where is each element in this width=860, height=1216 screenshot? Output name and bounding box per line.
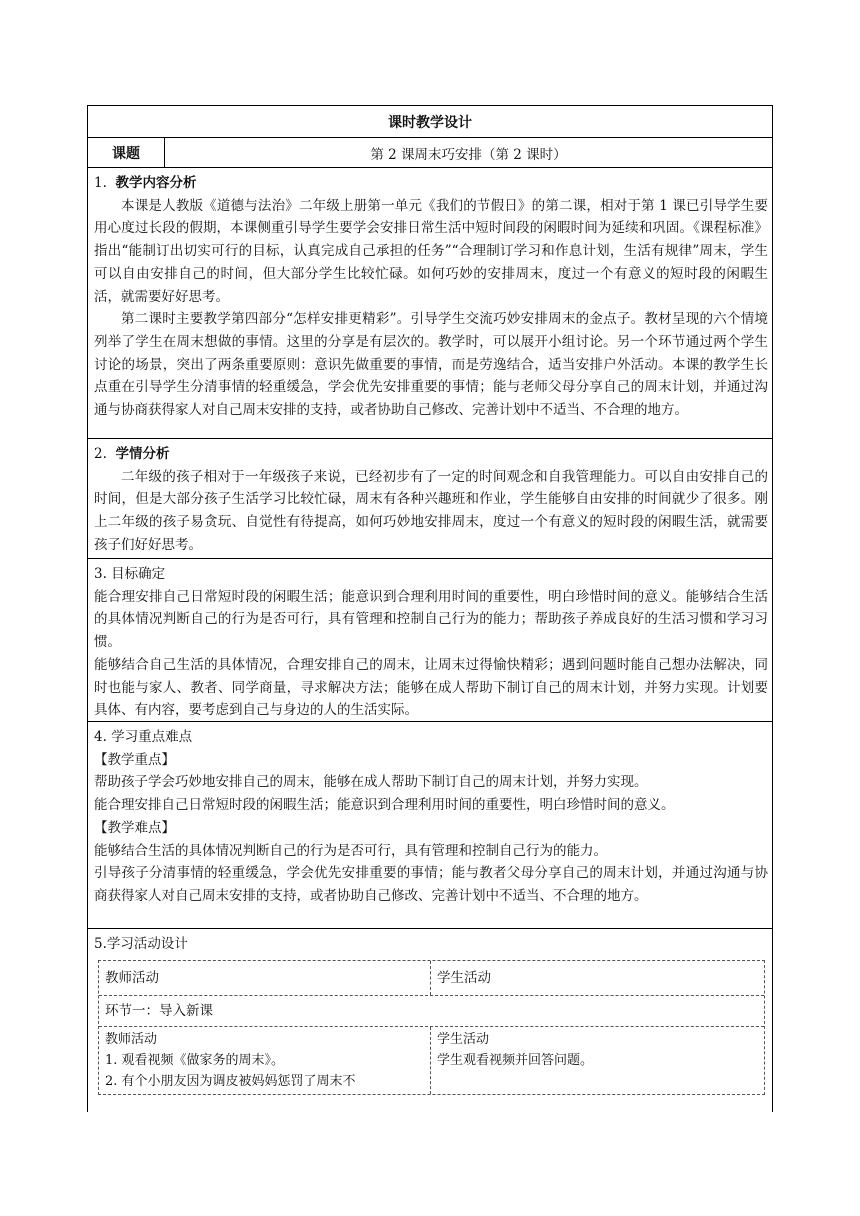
paragraph: 本课是人教版《道德与法治》二年级上册第一单元《我们的节假日》的第二课，相对于第 1 课已引导学生要用心度过长段的假期，本课侧重引导学生要学会安排日常生活中短时间段的闲暇时间为延续和巩固。《课程标准》指出“能制订出切实可行的目标，认真完成自己承担的任务”“合理制订学习和作息计划，生活有规律”周末，学生可以自由安排自己的时间，但大部分学生比较忙碌。如何巧妙的安排周末，度过一个有意义的短时段的闲暇生活，就需要好好思考。 bbox=[94, 197, 768, 305]
key-points-label: 【教学重点】 bbox=[94, 751, 175, 768]
section-content-analysis bbox=[88, 168, 772, 439]
lesson-design-document bbox=[87, 105, 773, 1112]
teacher-activity-label: 教师活动 bbox=[105, 1031, 158, 1047]
section-heading: 5.学习活动设计 bbox=[94, 936, 188, 952]
student-activity-label: 学生活动 bbox=[437, 1031, 490, 1047]
paragraph: 帮助孩子学会巧妙地安排自己的周末，能够在成人帮助下制订自己的周末计划，并努力实现。 bbox=[94, 774, 648, 791]
stage-row bbox=[99, 996, 764, 1027]
topic-label: 课题 bbox=[88, 138, 165, 167]
paragraph: 引导孩子分清事情的轻重缓急，学会优先安排重要的事情；能与教者父母分享自己的周末计划，并通过沟通与协商获得家人对自己周末安排的支持，或者协助自己修改、完善计划中不适当、不合理的地方。 bbox=[94, 865, 768, 904]
paragraph: 能合理安排自己日常短时段的闲暇生活；能意识到合理利用时间的重要性，明白珍惜时间的意义。 bbox=[94, 797, 675, 814]
section-key-points bbox=[88, 722, 772, 929]
teacher-activity-header: 教师活动 bbox=[99, 961, 431, 995]
section-heading: 1. 教学内容分析 bbox=[94, 175, 197, 191]
teacher-activity-item: 2. 有个小朋友因为调皮被妈妈惩罚了周末不 bbox=[105, 1073, 356, 1089]
section-objectives bbox=[88, 559, 772, 722]
student-activity-header: 学生活动 bbox=[437, 969, 491, 986]
paragraph: 能够结合生活的具体情况判断自己的行为是否可行，具有管理和控制自己行为的能力。 bbox=[94, 842, 607, 859]
section-learner-analysis bbox=[88, 439, 772, 559]
lesson-table bbox=[87, 105, 773, 1112]
teacher-activity-item: 1. 观看视频《做家务的周末》。 bbox=[105, 1052, 285, 1068]
student-activity-cell bbox=[431, 1027, 764, 1094]
difficulties-label: 【教学难点】 bbox=[94, 819, 175, 836]
student-activity-item: 学生观看视频并回答问题。 bbox=[437, 1052, 594, 1068]
paragraph: 能够结合自己生活的具体情况，合理安排自己的周末，让周末过得愉快精彩；遇到问题时能自己想办法解决，同时也能与家人、教者、同学商量，寻求解决方法；能够在成人帮助下制订自己的周末计划，并努力实现。计划要具体、有内容，要考虑到自己与身边的人的生活实际。 bbox=[94, 656, 768, 719]
paragraph: 第二课时主要教学第四部分“怎样安排更精彩”。引导学生交流巧妙安排周末的金点子。教材呈现的六个情境列举了学生在周末想做的事情。这里的分享是有层次的。教学时，可以展开小组讨论。另一个环节通过两个学生讨论的场景，突出了两条重要原则：意识先做重要的事情，而是劳逸结合，适当安排户外活动。本课的教学生长点重在引导学生分清事情的轻重缓急，学会优先安排重要的事情；能与老师父母分享自己的周末计划，并通过沟通与协商获得家人对自己周末安排的支持，或者协助自己修改、完善计划中不适当、不合理的地方。 bbox=[94, 311, 768, 419]
section-heading: 3. 目标确定 bbox=[94, 566, 166, 582]
activity-table bbox=[98, 960, 765, 1095]
section-activity-design bbox=[88, 929, 772, 1112]
paragraph: 能合理安排自己日常短时段的闲暇生活；能意识到合理利用时间的重要性，明白珍惜时间的意义。能够结合生活的具体情况判断自己的行为是否可行，具有管理和控制自己行为的能力；帮助孩子养成良好的生活习惯和学习习惯。 bbox=[94, 588, 768, 651]
stage-title: 环节一：导入新课 bbox=[105, 1002, 213, 1019]
document-title: 课时教学设计 bbox=[88, 106, 772, 138]
paragraph: 二年级的孩子相对于一年级孩子来说，已经初步有了一定的时间观念和自我管理能力。可以自由安排自己的时间，但是大部分孩子生活学习比较忙碌，周末有各种兴趣班和作业，学生能够自由安排的时间就少了很多。刚上二年级的孩子易贪玩、自觉性有待提高，如何巧妙地安排周末，度过一个有意义的短时段的闲暇生活，就需要孩子们好好思考。 bbox=[94, 468, 768, 553]
activity-header-row bbox=[99, 961, 764, 996]
topic-row bbox=[88, 138, 772, 168]
topic-value: 第 2 课周末巧安排（第 2 课时） bbox=[370, 146, 567, 163]
section-heading: 2. 学情分析 bbox=[94, 446, 170, 462]
section-heading: 4. 学习重点难点 bbox=[94, 729, 193, 745]
teacher-activity-cell bbox=[99, 1027, 431, 1094]
activity-row bbox=[99, 1027, 764, 1094]
